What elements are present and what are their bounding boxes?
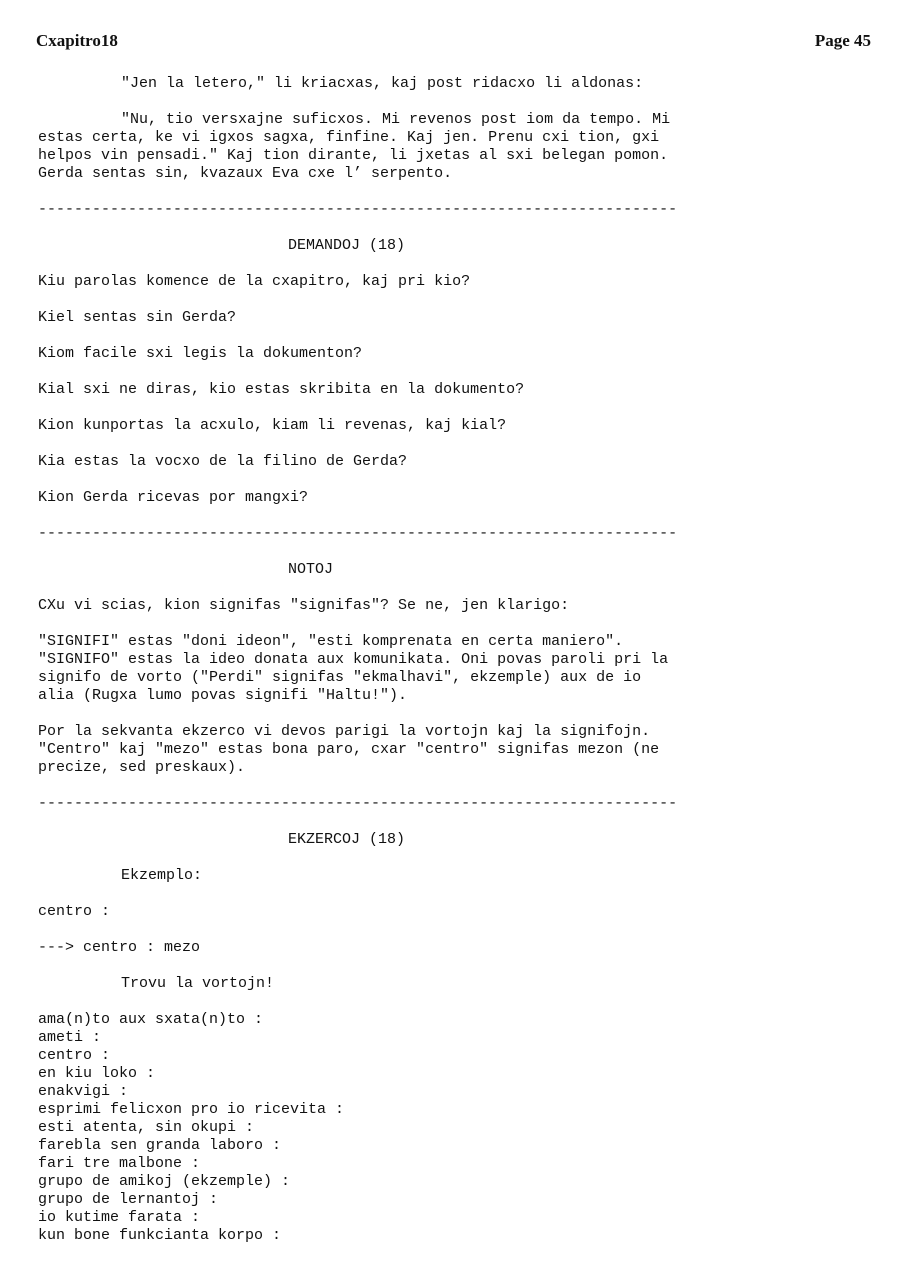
section-divider: ----------------------------------------------------------------------- xyxy=(38,525,678,542)
exercise-item: esti atenta, sin okupi : xyxy=(38,1119,255,1136)
example-label: Ekzemplo: xyxy=(121,867,203,884)
story-paragraph-2-line-3: helpos vin pensadi." Kaj tion dirante, li jxetas al sxi belegan pomon. xyxy=(38,147,669,164)
question-item: Kion kunportas la acxulo, kiam li revenas, kaj kial? xyxy=(38,417,507,434)
notes-paragraph-1-line: signifo de vorto ("Perdi" signifas "ekmalhavi", ekzemple) aux de io xyxy=(38,669,642,686)
question-item: Kiom facile sxi legis la dokumenton? xyxy=(38,345,363,362)
exercise-item: io kutime farata : xyxy=(38,1209,201,1226)
example-answer: ---> centro : mezo xyxy=(38,939,201,956)
question-item: Kiu parolas komence de la cxapitro, kaj pri kio? xyxy=(38,273,471,290)
exercise-item: grupo de lernantoj : xyxy=(38,1191,219,1208)
example-prompt: centro : xyxy=(38,903,111,920)
notes-paragraph-2-line: precize, sed preskaux). xyxy=(38,759,246,776)
exercise-item: fari tre malbone : xyxy=(38,1155,201,1172)
exercise-item: ameti : xyxy=(38,1029,102,1046)
question-item: Kion Gerda ricevas por mangxi? xyxy=(38,489,309,506)
question-item: Kial sxi ne diras, kio estas skribita en la dokumento? xyxy=(38,381,525,398)
page-number: Page 45 xyxy=(814,31,871,50)
question-item: Kiel sentas sin Gerda? xyxy=(38,309,237,326)
notes-paragraph-1-line: "SIGNIFO" estas la ideo donata aux komunikata. Oni povas paroli pri la xyxy=(38,651,669,668)
questions-title: DEMANDOJ (18) xyxy=(288,237,406,254)
notes-paragraph-2-line: "Centro" kaj "mezo" estas bona paro, cxar "centro" signifas mezon (ne xyxy=(38,741,660,758)
section-divider: ----------------------------------------------------------------------- xyxy=(38,795,678,812)
exercise-item: kun bone funkcianta korpo : xyxy=(38,1227,282,1244)
exercise-item: grupo de amikoj (ekzemple) : xyxy=(38,1173,291,1190)
story-paragraph-2-line-4: Gerda sentas sin, kvazaux Eva cxe l’ serpento. xyxy=(38,165,453,182)
exercise-item: enakvigi : xyxy=(38,1083,129,1100)
story-paragraph-2-line-1: "Nu, tio versxajne suficxos. Mi revenos post iom da tempo. Mi xyxy=(121,111,671,128)
exercise-item: esprimi felicxon pro io ricevita : xyxy=(38,1101,345,1118)
page-body xyxy=(38,75,878,1245)
exercises-title: EKZERCOJ (18) xyxy=(288,831,406,848)
exercise-item: farebla sen granda laboro : xyxy=(38,1137,282,1154)
exercise-item: en kiu loko : xyxy=(38,1065,156,1082)
chapter-title: Cxapitro18 xyxy=(36,31,118,50)
exercise-item: ama(n)to aux sxata(n)to : xyxy=(38,1011,264,1028)
notes-paragraph-1-line: alia (Rugxa lumo povas signifi "Haltu!"). xyxy=(38,687,408,704)
story-paragraph-1: "Jen la letero," li kriacxas, kaj post ridacxo li aldonas: xyxy=(121,75,644,92)
story-paragraph-2-line-2: estas certa, ke vi igxos sagxa, finfine. Kaj jen. Prenu cxi tion, gxi xyxy=(38,129,660,146)
notes-paragraph-1-line: "SIGNIFI" estas "doni ideon", "esti komprenata en certa maniero". xyxy=(38,633,624,650)
section-divider: ----------------------------------------------------------------------- xyxy=(38,201,678,218)
exercise-item: centro : xyxy=(38,1047,111,1064)
question-item: Kia estas la vocxo de la filino de Gerda? xyxy=(38,453,408,470)
notes-title: NOTOJ xyxy=(288,561,334,578)
notes-intro: CXu vi scias, kion signifas "signifas"? Se ne, jen klarigo: xyxy=(38,597,570,614)
exercise-instruction: Trovu la vortojn! xyxy=(121,975,275,992)
notes-paragraph-2-line: Por la sekvanta ekzerco vi devos parigi la vortojn kaj la signifojn. xyxy=(38,723,651,740)
